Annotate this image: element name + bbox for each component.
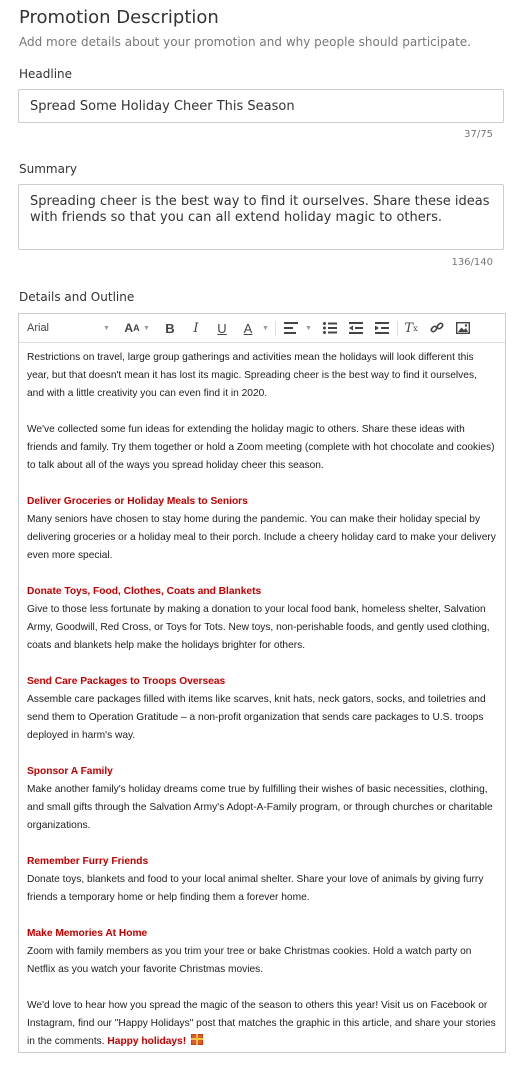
paragraph-text: Donate toys, blankets and food to your local animal shelter. Share your love of animals by giving furry friends a temporary home or help finding them a forever home. [27, 874, 484, 903]
details-label: Details and Outline [19, 290, 135, 304]
headline-input-value: Spread Some Holiday Cheer This Season [30, 99, 295, 114]
closing-text: We'd love to hear how you spread the magic of the season to others this year! Visit us on Facebook or Instagram, find our "Happy Holidays" post that matches the graphic in this article, and share your stories in the comments. [27, 1000, 496, 1047]
font-family-select[interactable]: Arial [27, 322, 50, 334]
paragraph [27, 853, 496, 907]
section-title: Promotion Description [19, 7, 219, 28]
paragraph-text: We've collected some fun ideas for extending the holiday magic to others. Share these ideas with friends and family. Try them together or hold a Zoom meeting (complete with hot chocolate and cookies) to talk about all of the ways you spread holiday cheer this season. [27, 424, 495, 471]
image-icon[interactable] [454, 319, 472, 337]
headline-input[interactable] [18, 89, 504, 123]
summary-textarea-value: Spreading cheer is the best way to find it ourselves. Share these ideas with friends so that you can all extend holiday magic to others. [30, 194, 490, 225]
outdent-icon[interactable] [347, 319, 365, 337]
align-left-icon[interactable] [282, 319, 300, 337]
headline-counter: 37/75 [464, 129, 493, 140]
underline-icon[interactable]: U [217, 320, 227, 336]
editor-toolbar [19, 314, 505, 343]
summary-counter: 136/140 [451, 257, 493, 268]
bullet-list-icon[interactable] [321, 319, 339, 337]
paragraph [27, 421, 496, 475]
paragraph [27, 493, 496, 565]
toolbar-separator [275, 321, 276, 336]
text-color-icon[interactable]: A [243, 320, 253, 336]
closing-emphasis: Happy holidays! [107, 1036, 187, 1047]
indent-icon[interactable] [373, 319, 391, 337]
chevron-down-icon[interactable]: ▼ [305, 325, 312, 332]
italic-icon[interactable]: I [193, 320, 199, 336]
rich-text-editor[interactable] [18, 313, 506, 1053]
editor-content[interactable] [27, 349, 496, 1065]
summary-textarea[interactable] [18, 184, 504, 250]
section-heading: Make Memories At Home [27, 928, 148, 939]
summary-label: Summary [19, 162, 77, 176]
section-subtitle: Add more details about your promotion and why people should participate. [19, 35, 471, 49]
clear-format-icon[interactable]: T x [404, 320, 418, 336]
paragraph [27, 763, 496, 835]
paragraph [27, 925, 496, 979]
section-heading: Remember Furry Friends [27, 856, 149, 867]
headline-label: Headline [19, 67, 73, 81]
paragraph-text: Many seniors have chosen to stay home during the pandemic. You can make their holiday special by delivering groceries or a holiday meal to their porch. Include a cheery holiday card to make your delivery even more special. [27, 514, 496, 561]
gift-icon [191, 1034, 203, 1045]
toolbar-separator [397, 321, 398, 336]
paragraph-text: Zoom with family members as you trim your tree or bake Christmas cookies. Hold a watch party on Netflix as you watch your favorite Christmas movies. [27, 946, 472, 975]
section-heading: Deliver Groceries or Holiday Meals to Seniors [27, 496, 248, 507]
section-heading: Send Care Packages to Troops Overseas [27, 676, 226, 687]
paragraph-text: Assemble care packages filled with items like scarves, knit hats, neck gators, socks, and toiletries and send them to Operation Gratitude – a non-profit organization that sends care packages to U.S. troops deployed in harm's way. [27, 694, 486, 741]
paragraph-text: Restrictions on travel, large group gatherings and activities mean the holidays will look different this year, but that doesn't mean it has lost its magic. Spreading cheer is the best way to find it ourselves, and with a little creativity you can even find it in 2020. [27, 352, 477, 399]
paragraph [27, 349, 496, 403]
paragraph [27, 997, 496, 1051]
chevron-down-icon[interactable]: ▼ [143, 325, 150, 332]
paragraph-text: Give to those less fortunate by making a donation to your local food bank, homeless shelter, Salvation Army, Goodwill, Red Cross, or Toys for Tots. New toys, non-perishable foods, and gently used clothing, coats and blankets help make the holidays brighter for others. [27, 604, 490, 651]
section-heading: Sponsor A Family [27, 766, 113, 777]
paragraph [27, 583, 496, 655]
paragraph [27, 673, 496, 745]
paragraph-text: Make another family's holiday dreams come true by fulfilling their wishes of basic necessities, clothing, and small gifts through the Salvation Army's Adopt-A-Family program, or through churches or charitable organizations. [27, 784, 493, 831]
chevron-down-icon[interactable]: ▼ [262, 325, 269, 332]
chevron-down-icon[interactable]: ▼ [103, 325, 110, 332]
font-size-icon[interactable]: A A [124, 321, 140, 335]
section-heading: Donate Toys, Food, Clothes, Coats and Blankets [27, 586, 262, 597]
link-icon[interactable] [428, 319, 446, 337]
bold-icon[interactable]: B [165, 320, 175, 336]
